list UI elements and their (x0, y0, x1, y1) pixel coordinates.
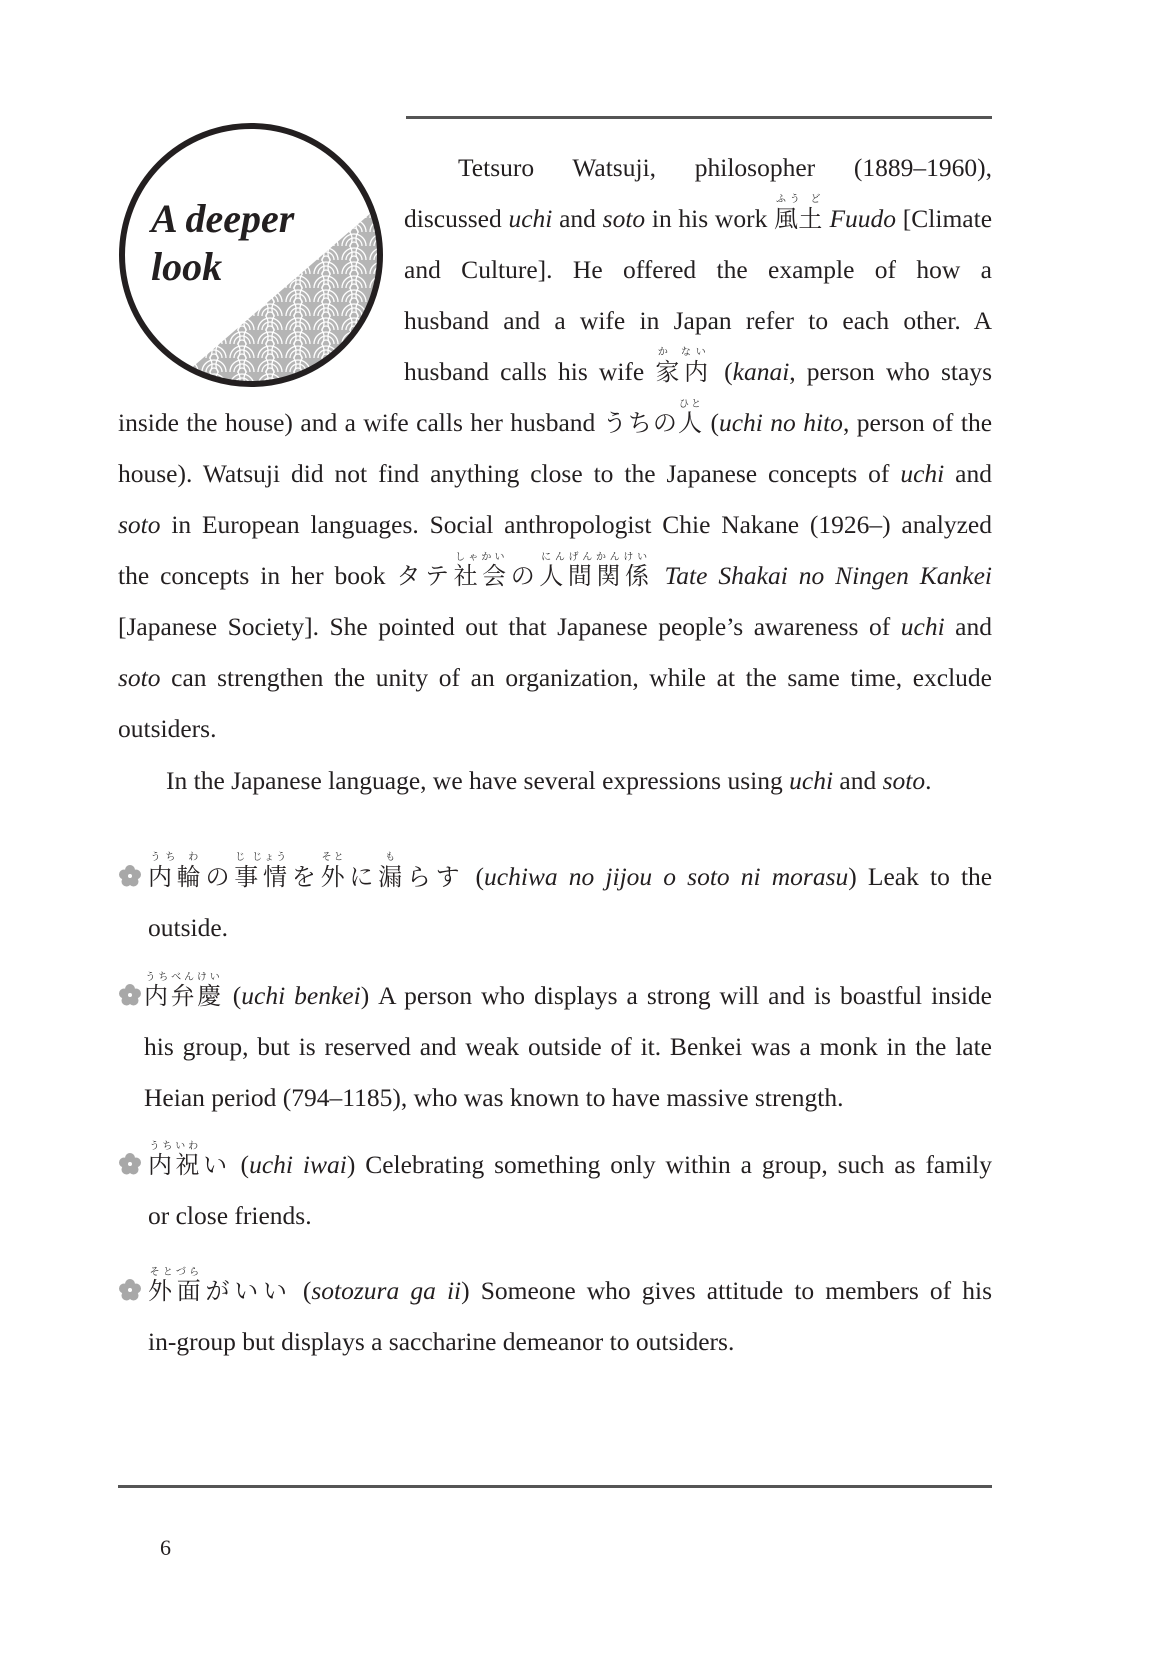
badge-title-line2: look (151, 244, 223, 289)
para1-line10: [Japanese Society]. She pointed out that Japanese people’s awareness of uchi and (118, 612, 992, 641)
para1-line6: inside the house) and a wife calls her husband うちの人ひと (uchi no hito, person of the (118, 399, 993, 437)
flower-icon (118, 864, 142, 888)
para1-line2: discussed uchi and soto in his work 風土ふう ど Fuudo [Climate (404, 194, 993, 233)
para1-line12: outsiders. (118, 714, 217, 743)
para1-line11: soto can strengthen the unity of an organization, while at the same time, exclude (118, 663, 992, 692)
hito-kanji: 人ひと (677, 399, 704, 437)
para1-line5: husband calls his wife 家内か ない (kanai, person who stays (404, 347, 993, 386)
page-number: 6 (160, 1535, 171, 1560)
para1-line7: house). Watsuji did not find anything close to the Japanese concepts of uchi and (118, 459, 993, 488)
fuudo-kanji: 風土ふう ど (774, 194, 823, 233)
badge-title-line1: A deeper (151, 196, 295, 241)
para1-line1: Tetsuro Watsuji, philosopher (1889–1960), (458, 153, 992, 182)
flower-icon (118, 1152, 142, 1176)
bottom-rule (118, 1485, 992, 1488)
deeper-look-badge (116, 120, 386, 390)
para1-line4: husband and a wife in Japan refer to each other. A (404, 306, 992, 335)
badge-graphic (116, 120, 386, 390)
para1-line8: soto in European languages. Social anthropologist Chie Nakane (1926–) analyzed (118, 510, 992, 539)
para1-line3: and Culture]. He offered the example of how a (404, 255, 992, 284)
para1-line9: the concepts in her book タテ社会しゃかいの人間関係にんげんかんけい Tate Shakai no Ningen Kankei (118, 552, 992, 590)
flower-icon (118, 983, 142, 1007)
kanai-kanji: 家内か ない (655, 347, 713, 386)
top-rule (406, 116, 992, 119)
flower-icon (118, 1278, 142, 1302)
